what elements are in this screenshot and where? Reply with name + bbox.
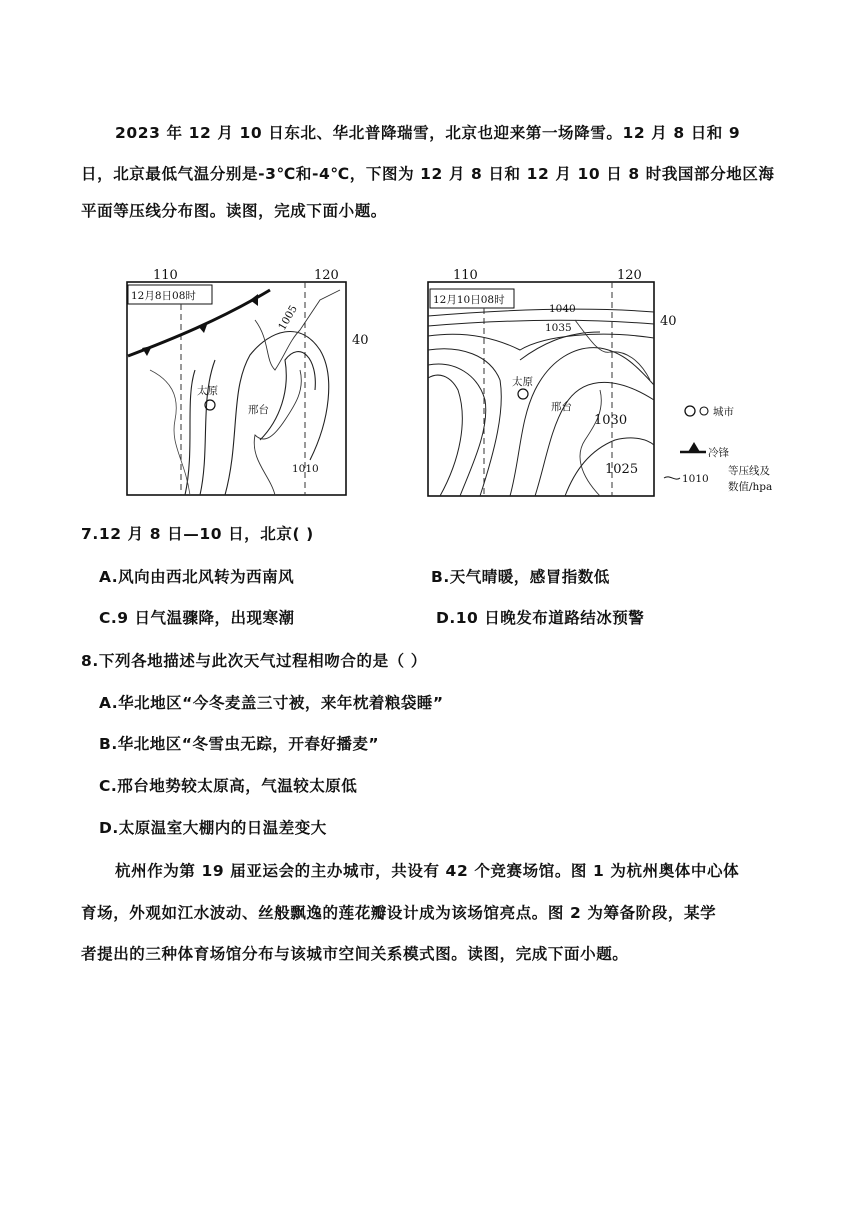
question-8-stem: 8.下列各地描述与此次天气过程相吻合的是（ ） (81, 652, 427, 670)
map1-city-xingtai: 邢台 (248, 404, 269, 416)
map2-date-label: 12月10日08时 (433, 294, 505, 306)
question-7-option-c[interactable]: C.9 日气温骤降，出现寒潮 (99, 609, 295, 627)
question-8-option-a[interactable]: A.华北地区“今冬麦盖三寸被，来年枕着粮袋睡” (99, 694, 444, 712)
map1-lat-40: 40 (352, 333, 369, 348)
map2-lat-40: 40 (660, 314, 677, 329)
map1-city-taiyuan: 太原 (197, 385, 218, 397)
question-7-option-a[interactable]: A.风向由西北风转为西南风 (99, 568, 295, 586)
map1-date-label: 12月8日08时 (131, 290, 196, 302)
question-7-stem: 7.12 月 8 日—10 日，北京( ) (81, 525, 314, 543)
legend-cold-front: 冷锋 (708, 447, 729, 459)
legend-isobar-desc-1: 等压线及 (728, 465, 770, 477)
isobar-maps-figure (0, 260, 860, 520)
legend-isobar-value: 1010 (682, 473, 709, 485)
question-8-option-d[interactable]: D.太原温室大棚内的日温差变大 (99, 819, 327, 837)
map2-city-xingtai: 邢台 (551, 401, 572, 413)
passage2-line-2: 育场，外观如江水波动、丝般飘逸的莲花瓣设计成为该场馆亮点。图 2 为筹备阶段，某学 (81, 904, 717, 922)
map2-isobar-1035: 1035 (545, 322, 572, 334)
map2-isobar-1030: 1030 (594, 413, 628, 428)
passage2-line-3: 者提出的三种体育场馆分布与该城市空间关系模式图。读图，完成下面小题。 (81, 945, 629, 963)
map2-isobar-1025: 1025 (605, 462, 639, 477)
intro-line-2: 日，北京最低气温分别是-3℃和-4℃，下图为 12 月 8 日和 12 月 10 日 8 时我国部分地区海 (81, 165, 775, 183)
map2-isobar-1040: 1040 (549, 303, 576, 315)
question-7-option-b[interactable]: B.天气晴暖，感冒指数低 (431, 568, 610, 586)
isobar-map-dec10 (428, 268, 677, 496)
question-8-option-b[interactable]: B.华北地区“冬雪虫无踪，开春好播麦” (99, 735, 380, 753)
intro-line-3: 平面等压线分布图。读图，完成下面小题。 (81, 202, 387, 220)
map1-lon-110: 110 (153, 268, 178, 283)
passage2-line-1: 杭州作为第 19 届亚运会的主办城市，共设有 42 个竞赛场馆。图 1 为杭州奥体中心体 (115, 862, 740, 880)
map1-lon-120: 120 (314, 268, 339, 283)
map2-lon-120: 120 (617, 268, 642, 283)
map1-isobar-1005: 1005 (276, 303, 300, 333)
question-8-option-c[interactable]: C.邢台地势较太原高，气温较太原低 (99, 777, 358, 795)
map-legend (664, 405, 772, 493)
map2-city-taiyuan: 太原 (512, 376, 533, 388)
legend-isobar-desc-2: 数值/hpa (728, 481, 773, 493)
map1-isobar-1010: 1010 (292, 463, 319, 475)
legend-city: 城市 (713, 406, 734, 418)
intro-line-1: 2023 年 12 月 10 日东北、华北普降瑞雪，北京也迎来第一场降雪。12 月 8 日和 9 (115, 124, 741, 142)
question-7-option-d[interactable]: D.10 日晚发布道路结冰预警 (436, 609, 645, 627)
isobar-map-dec8 (127, 268, 369, 495)
map2-lon-110: 110 (453, 268, 478, 283)
